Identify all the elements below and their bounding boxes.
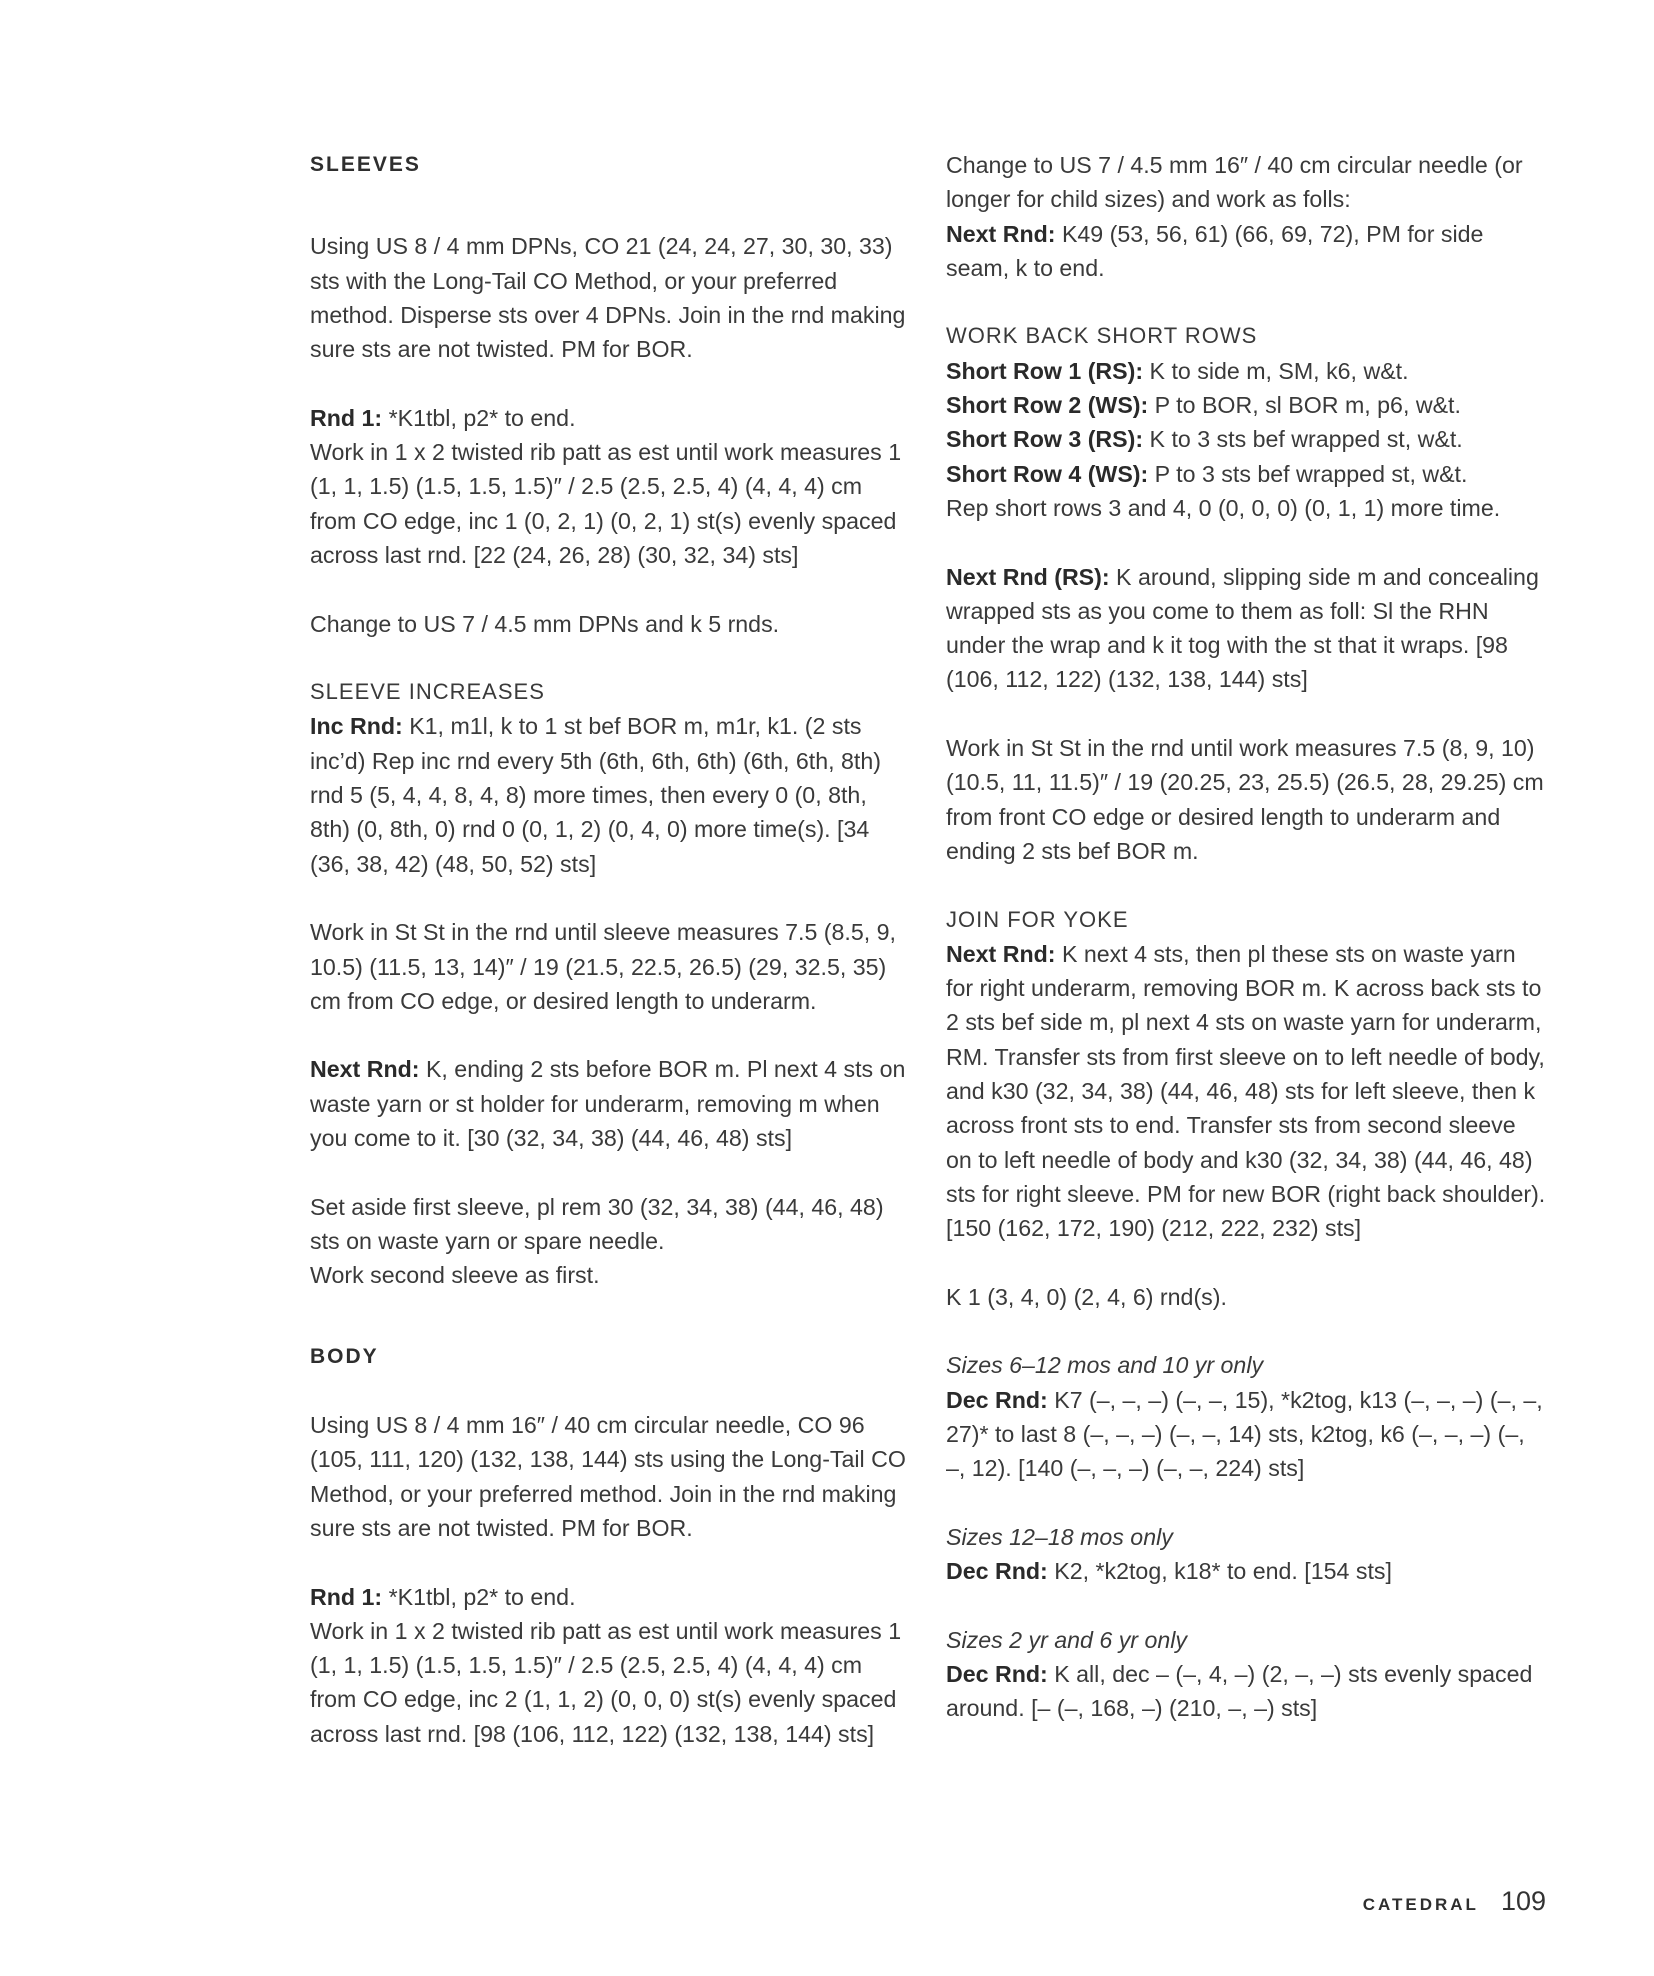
right-column <box>946 148 1546 1726</box>
join-yoke-subhead: JOIN FOR YOKE <box>946 906 1129 932</box>
sleeves-heading: SLEEVES <box>310 153 421 176</box>
dec3-text: K all, dec – (–, 4, –) (2, –, –) sts evenly spaced around. [– (–, 168, –) (210, –, –) sts] <box>946 1661 1533 1722</box>
next3-text: K next 4 sts, then pl these sts on waste yarn for right underarm, removing BOR m. K across back sts to 2 sts bef side m, pl next 4 sts on waste yarn for underarm, RM. Transfer sts from first sleeve on to left needle of body, and k30 (32, 34, 38) (44, 46, 48) sts for left sleeve, then k across front sts to end. Transfer sts from second sleeve on to left needle of body and k30 (32, 34, 38) (44, 46, 48) sts for right sleeve. PM for new BOR (right back shoulder). [150 (162, 172, 190) (212, 222, 232) sts] <box>946 940 1546 1242</box>
body-heading: BODY <box>310 1344 379 1368</box>
dec2-label: Dec Rnd: <box>946 1558 1048 1585</box>
dec-rnd-2 <box>946 1554 1546 1588</box>
page-number: 109 <box>1500 1886 1546 1916</box>
sr2-text: P to BOR, sl BOR m, p6, w&t. <box>1148 392 1461 419</box>
body-stst: Work in St St in the rnd until work measures 7.5 (8, 9, 10) (10.5, 11, 11.5)″ / 19 (20.25, 23, 25.5) (26.5, 28, 29.25) cm from front CO edge or desired length to underarm and ending 2 sts bef BOR m. <box>946 735 1544 864</box>
dec1-label: Dec Rnd: <box>946 1386 1048 1413</box>
short-rows-subhead: WORK BACK SHORT ROWS <box>946 323 1258 349</box>
body-rnd1 <box>310 1580 910 1614</box>
sr1-text: K to side m, SM, k6, w&t. <box>1143 357 1409 384</box>
dec-rnd-3 <box>946 1657 1546 1726</box>
sleeve-stst: Work in St St in the rnd until sleeve measures 7.5 (8.5, 9, 10.5) (11.5, 13, 14)″ / 19 (21.5, 22.5, 26.5) (29, 32.5, 35) cm from CO edge, or desired length to underarm. <box>310 919 896 1014</box>
body-next-rnd-2 <box>946 560 1546 697</box>
sleeve-change-needles: Change to US 7 / 4.5 mm DPNs and k 5 rnds. <box>310 610 780 637</box>
body-rnd1-text: *K1tbl, p2* to end. <box>382 1583 576 1610</box>
next2-text: K around, slipping side m and concealing wrapped sts as you come to them as foll: Sl the RHN under the wrap and k it tog with the st that it wraps. [98 (106, 112, 122) (132, 138, 144) sts] <box>946 563 1539 693</box>
sr4-label: Short Row 4 (WS): <box>946 460 1149 487</box>
body-next-rnd-1 <box>946 217 1546 286</box>
second-sleeve: Work second sleeve as first. <box>310 1262 600 1289</box>
sr3-text: K to 3 sts bef wrapped st, w&t. <box>1143 426 1463 453</box>
k-rounds: K 1 (3, 4, 0) (2, 4, 6) rnd(s). <box>946 1283 1227 1310</box>
sr1-label: Short Row 1 (RS): <box>946 357 1144 384</box>
short-row-3 <box>946 422 1546 456</box>
short-row-4 <box>946 457 1546 491</box>
size1-label: Sizes 6–12 mos and 10 yr only <box>946 1352 1264 1379</box>
short-row-2 <box>946 388 1546 422</box>
dec2-text: K2, *k2tog, k18* to end. [154 sts] <box>1047 1558 1392 1585</box>
page-footer <box>1363 1886 1546 1917</box>
next3-label: Next Rnd: <box>946 940 1056 967</box>
next2-label: Next Rnd (RS): <box>946 563 1110 590</box>
rnd1-text: *K1tbl, p2* to end. <box>382 404 576 431</box>
dec3-label: Dec Rnd: <box>946 1661 1048 1688</box>
footer-brand: CATEDRAL <box>1362 1895 1479 1914</box>
inc-rnd <box>310 709 910 880</box>
body-rnd1-label: Rnd 1: <box>310 1583 383 1610</box>
dec-rnd-1 <box>946 1383 1546 1486</box>
short-row-repeat: Rep short rows 3 and 4, 0 (0, 0, 0) (0, 1, 1) more time. <box>946 494 1501 521</box>
size-note-3 <box>946 1623 1546 1657</box>
inc-label: Inc Rnd: <box>310 713 403 740</box>
size-note-1 <box>946 1348 1546 1382</box>
body-rib: Work in 1 x 2 twisted rib patt as est until work measures 1 (1, 1, 1.5) (1.5, 1.5, 1.5)″ / 2.5 (2.5, 2.5, 4) (4, 4, 4) cm from CO edge, inc 2 (1, 1, 2) (0, 0, 0) st(s) evenly spaced across last rnd. [98 (106, 112, 122) (132, 138, 144) sts] <box>310 1617 902 1747</box>
size3-label: Sizes 2 yr and 6 yr only <box>946 1626 1188 1653</box>
sleeve-rnd1 <box>310 401 910 435</box>
short-row-1 <box>946 354 1546 388</box>
body-intro: Using US 8 / 4 mm 16″ / 40 cm circular needle, CO 96 (105, 111, 120) (132, 138, 144) sts using the Long-Tail CO Method, or your preferred method. Join in the rnd making sure sts are not twisted. PM for BOR. <box>310 1412 906 1541</box>
next-label: Next Rnd: <box>310 1056 420 1083</box>
sr4-text: P to 3 sts bef wrapped st, w&t. <box>1148 460 1468 487</box>
size2-label: Sizes 12–18 mos only <box>946 1523 1173 1550</box>
sleeve-next-rnd <box>310 1052 910 1155</box>
body-change-needles: Change to US 7 / 4.5 mm 16″ / 40 cm circular needle (or longer for child sizes) and work as folls: <box>946 152 1523 213</box>
next1-label: Next Rnd: <box>946 220 1056 247</box>
sleeve-increases-subhead: SLEEVE INCREASES <box>310 679 545 705</box>
sr3-label: Short Row 3 (RS): <box>946 426 1144 453</box>
next-text: K, ending 2 sts before BOR m. Pl next 4 sts on waste yarn or st holder for underarm, removing m when you come to it. [30 (32, 34, 38) (44, 46, 48) sts] <box>310 1056 906 1152</box>
sleeve-rib: Work in 1 x 2 twisted rib patt as est until work measures 1 (1, 1, 1.5) (1.5, 1.5, 1.5)″ / 2.5 (2.5, 2.5, 4) (4, 4, 4) cm from CO edge, inc 1 (0, 2, 1) (0, 2, 1) st(s) evenly spaced across last rnd. [22 (24, 26, 28) (30, 32, 34) sts] <box>310 439 902 568</box>
rnd1-label: Rnd 1: <box>310 404 383 431</box>
dec1-text: K7 (–, –, –) (–, –, 15), *k2tog, k13 (–, –, –) (–, –, 27)* to last 8 (–, –, –) (–, –, 14) sts, k2tog, k6 (–, –, –) (–, –, 12). [140 (–, –, –) (–, –, 224) sts] <box>946 1386 1543 1482</box>
left-column <box>310 148 910 1751</box>
set-aside: Set aside first sleeve, pl rem 30 (32, 34, 38) (44, 46, 48) sts on waste yarn or spare needle. <box>310 1193 884 1254</box>
sr2-label: Short Row 2 (WS): <box>946 392 1149 419</box>
next1-text: K49 (53, 56, 61) (66, 69, 72), PM for side seam, k to end. <box>946 220 1484 281</box>
inc-text: K1, m1l, k to 1 st bef BOR m, m1r, k1. (2 sts inc’d) Rep inc rnd every 5th (6th, 6th, 6th) (6th, 6th, 8th) rnd 5 (5, 4, 4, 8, 4, 8) more times, then every 0 (0, 8th, 8th) (0, 8th, 0) rnd 0 (0, 1, 2) (0, 4, 0) more time(s). [34 (36, 38, 42) (48, 50, 52) sts] <box>310 713 881 877</box>
yoke-next-rnd <box>946 937 1546 1246</box>
size-note-2 <box>946 1520 1546 1554</box>
sleeves-intro: Using US 8 / 4 mm DPNs, CO 21 (24, 24, 27, 30, 30, 33) sts with the Long-Tail CO Method, or your preferred method. Disperse sts over 4 DPNs. Join in the rnd making sure sts are not twisted. PM for BOR. <box>310 233 906 363</box>
